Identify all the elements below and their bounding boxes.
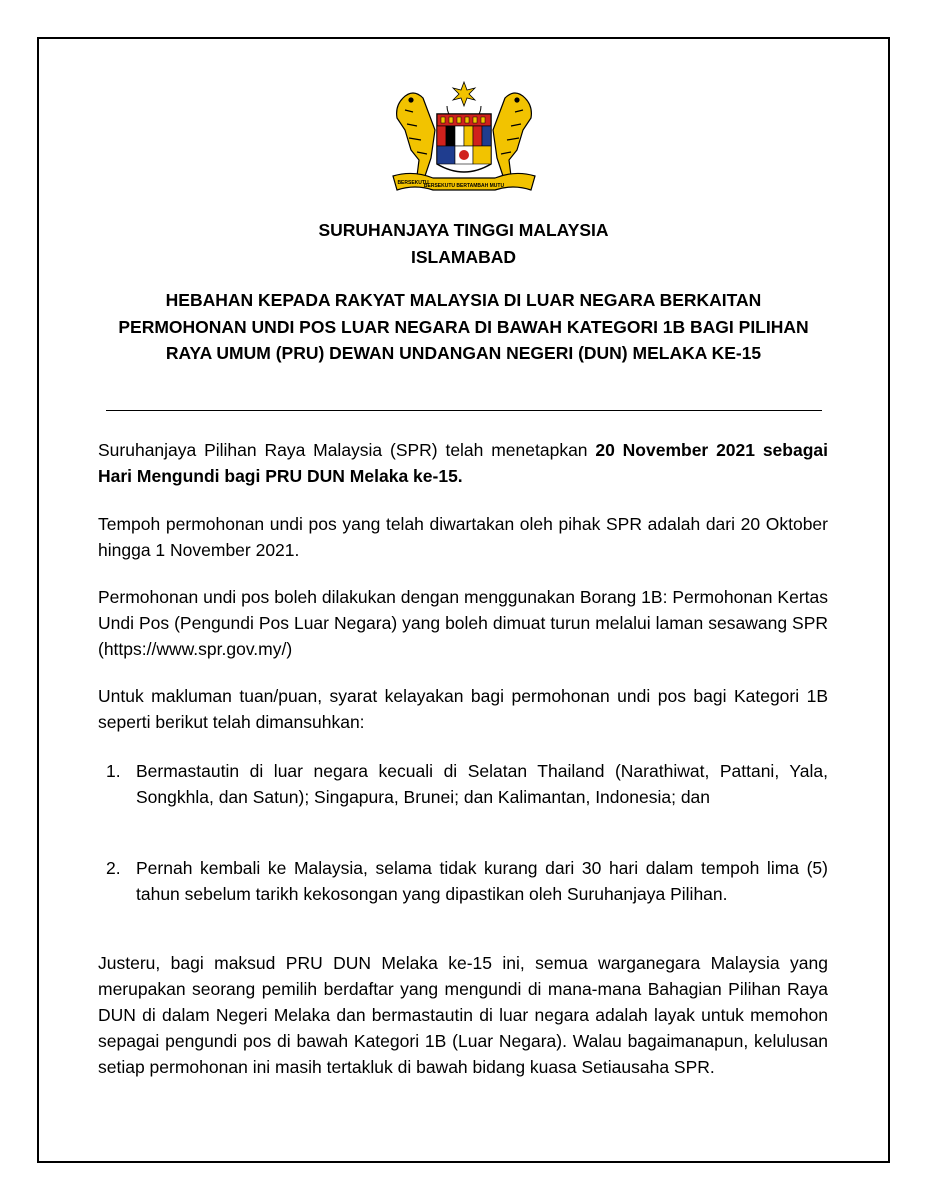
paragraph-conclusion: Justeru, bagi maksud PRU DUN Melaka ke-15 ini, semua warganegara Malaysia yang merupakan seorang pemilih berdaftar yang mengundi di mana-mana Bahagian Pilihan Raya DUN di dalam Negeri Melaka dan bermastautin di luar negara adalah layak untuk memohon sepagai pengundi pos di bawah Kategori 1B (Luar Negara). Walau bagaimanapun, kelulusan setiap permohonan ini masih tertakluk di bawah bidang kuasa Setiausaha SPR.	[98, 953, 828, 1077]
notice-title: HEBAHAN KEPADA RAKYAT MALAYSIA DI LUAR NEGARA BERKAITAN PERMOHONAN UNDI POS LUAR NEGARA DI BAWAH KATEGORI 1B BAGI PILIHAN RAYA UMUM (PRU) DEWAN UNDANGAN NEGERI (DUN) MELAKA KE-15	[118, 290, 809, 363]
malaysia-coat-of-arms-icon	[383, 80, 545, 198]
list-item-number: 1.	[106, 761, 121, 781]
polling-day-highlight: 20 November 2021 sebagai Hari Mengundi bagi PRU DUN Melaka ke-15.	[98, 440, 828, 486]
paragraph-eligibility-intro: Untuk makluman tuan/puan, syarat kelayakan bagi permohonan undi pos bagi Kategori 1B seperti berikut telah dimansuhkan:	[98, 686, 828, 732]
org-location: ISLAMABAD	[411, 247, 516, 267]
paragraph-application-form: Permohonan undi pos boleh dilakukan dengan menggunakan Borang 1B: Permohonan Kertas Undi Pos (Pengundi Pos Luar Negara) yang boleh dimuat turun melalui laman sesawang SPR (https://www.spr.gov.my/)	[98, 587, 828, 659]
list-item-text: Pernah kembali ke Malaysia, selama tidak kurang dari 30 hari dalam tempoh lima (5) tahun sebelum tarikh kekosongan yang dipastikan oleh Suruhanjaya Pilihan.	[136, 858, 828, 904]
list-item-number: 2.	[106, 858, 121, 878]
org-name: SURUHANJAYA TINGGI MALAYSIA	[318, 220, 609, 240]
paragraph-application-period: Tempoh permohonan undi pos yang telah diwartakan oleh pihak SPR adalah dari 20 Oktober hingga 1 November 2021.	[98, 514, 828, 560]
crest-motto-left: BERSEKUTU	[397, 180, 429, 186]
title-divider	[106, 410, 822, 411]
paragraph-election-date	[98, 437, 828, 489]
paragraph-election-date-text: Suruhanjaya Pilihan Raya Malaysia (SPR) telah menetapkan	[98, 440, 596, 460]
crest-motto-center: BERSEKUTU BERTAMBAH MUTU	[423, 183, 505, 189]
list-item-text: Bermastautin di luar negara kecuali di Selatan Thailand (Narathiwat, Pattani, Yala, Songkhla, dan Satun); Singapura, Brunei; dan Kalimantan, Indonesia; dan	[136, 761, 828, 807]
